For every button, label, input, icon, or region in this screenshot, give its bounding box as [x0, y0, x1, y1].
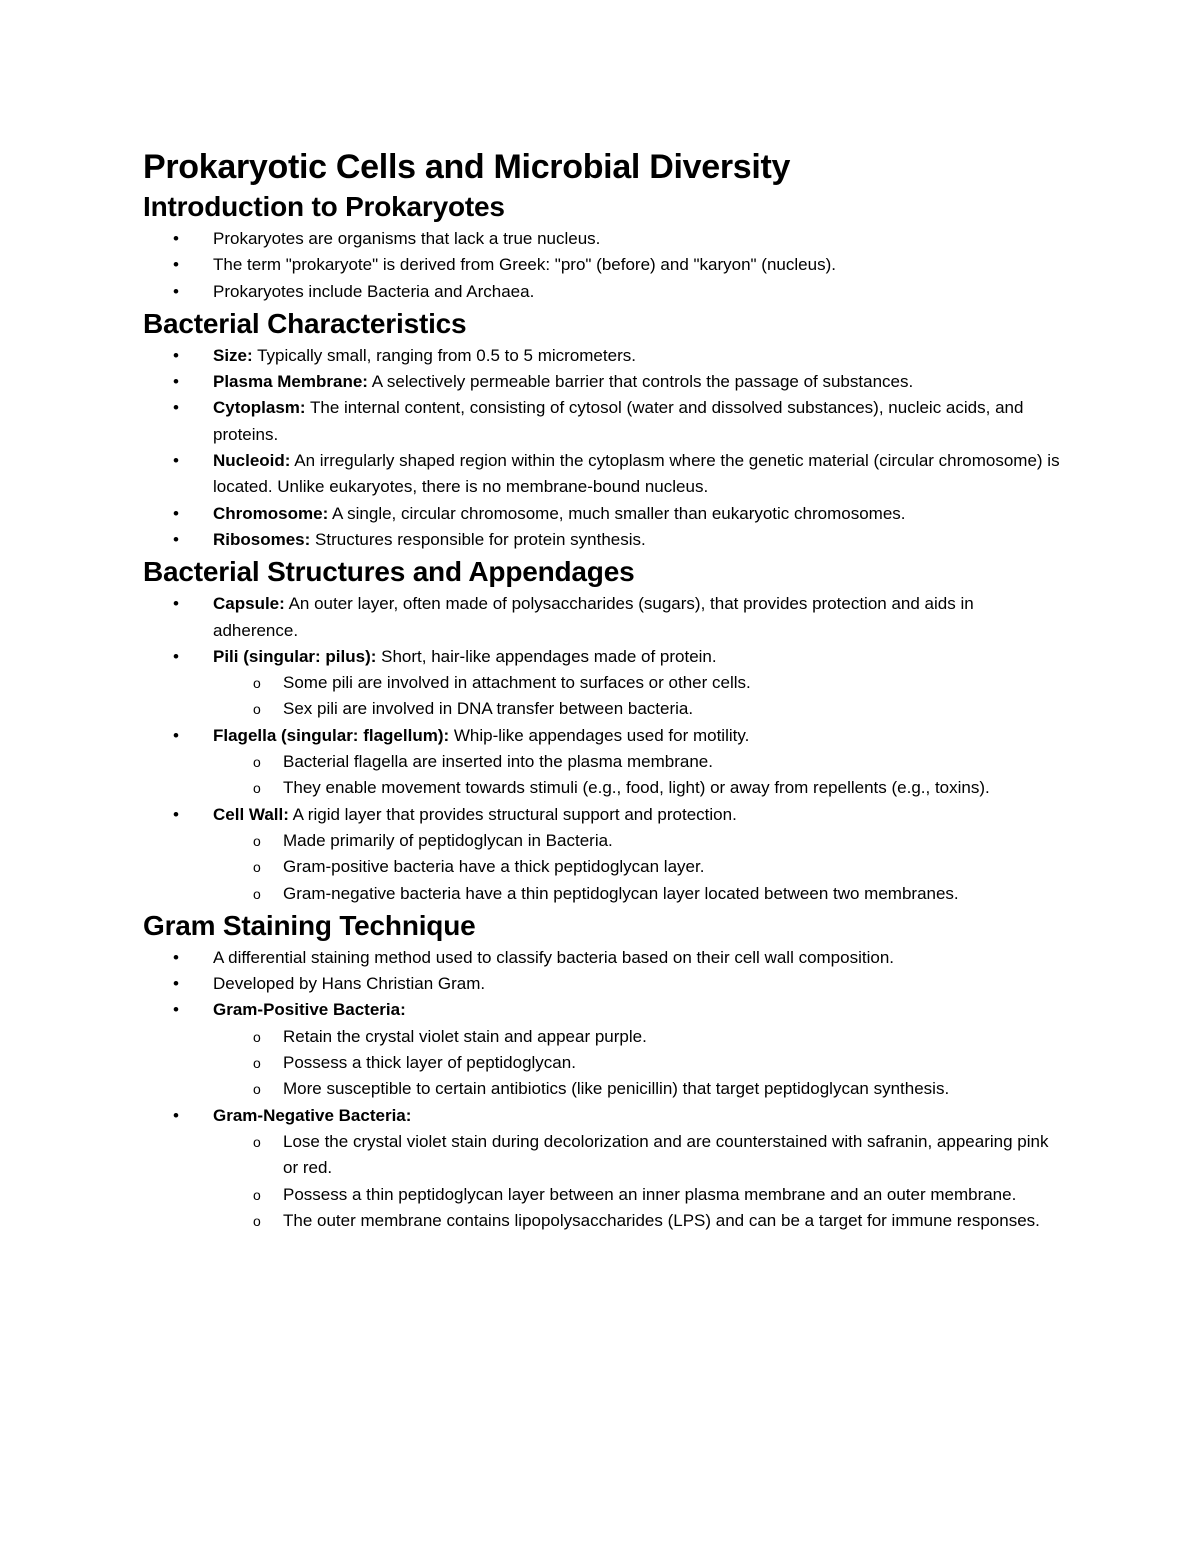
sub-list-item: o Possess a thin peptidoglycan layer between an inner plasma membrane and an outer membrane.: [143, 1182, 1063, 1208]
term-description: A selectively permeable barrier that controls the passage of substances.: [367, 372, 914, 392]
sub-list-item: o Made primarily of peptidoglycan in Bacteria.: [143, 828, 1063, 854]
list-item: [143, 802, 1063, 828]
list-item: [143, 1103, 1063, 1129]
term-label: Size:: [213, 345, 253, 365]
term-label: Chromosome:: [213, 503, 329, 523]
sub-list-item: o Gram-negative bacteria have a thin peptidoglycan layer located between two membranes.: [143, 881, 1063, 907]
term-description: A rigid layer that provides structural support and protection.: [288, 804, 737, 824]
list-item: • The term "prokaryote" is derived from Greek: "pro" (before) and "karyon" (nucleus).: [143, 252, 1063, 278]
document-page: [143, 146, 1063, 1234]
list-item: • A differential staining method used to classify bacteria based on their cell wall composition.: [143, 945, 1063, 971]
term-label: Capsule:: [213, 594, 285, 614]
heading-characteristics: Bacterial Characteristics: [143, 307, 467, 339]
sub-list-item: o Gram-positive bacteria have a thick peptidoglycan layer.: [143, 854, 1063, 880]
term-label: Cytoplasm:: [213, 398, 306, 418]
term-label: Nucleoid:: [213, 451, 291, 471]
list-item: • Developed by Hans Christian Gram.: [143, 971, 1063, 997]
sub-list-item: o Possess a thick layer of peptidoglycan.: [143, 1050, 1063, 1076]
list-item: [143, 997, 1063, 1023]
list-item: [143, 723, 1063, 749]
list-item: [143, 448, 1063, 501]
term-label: Pili (singular: pilus):: [213, 646, 377, 666]
characteristics-list: [143, 343, 1063, 553]
term-description: An irregularly shaped region within the cytoplasm where the genetic material (circular chromosome) is located. Unlike eukaryotes, there is no membrane-bound nucleus.: [213, 451, 1060, 497]
term-label: Plasma Membrane:: [213, 372, 368, 392]
term-label: Flagella (singular: flagellum):: [213, 725, 450, 745]
term-description: A single, circular chromosome, much smaller than eukaryotic chromosomes.: [328, 503, 906, 523]
sub-list-item: o They enable movement towards stimuli (e.g., food, light) or away from repellents (e.g., toxins).: [143, 775, 1063, 801]
heading-introduction: Introduction to Prokaryotes: [143, 191, 505, 222]
term-label: Ribosomes:: [213, 529, 311, 549]
sub-list-item: o Sex pili are involved in DNA transfer between bacteria.: [143, 696, 1063, 722]
term-description: An outer layer, often made of polysaccharides (sugars), that provides protection and aids in adherence.: [213, 594, 974, 640]
heading-gram-staining: Gram Staining Technique: [143, 909, 476, 941]
sub-list-item: o Some pili are involved in attachment to surfaces or other cells.: [143, 670, 1063, 696]
list-item: [143, 343, 1063, 369]
term-label: Cell Wall:: [213, 804, 289, 824]
structures-list: [143, 591, 1063, 907]
document-title: Prokaryotic Cells and Microbial Diversity: [143, 148, 791, 186]
sub-list-item: o The outer membrane contains lipopolysaccharides (LPS) and can be a target for immune responses.: [143, 1208, 1063, 1234]
list-item: [143, 644, 1063, 670]
term-description: Short, hair-like appendages made of protein.: [376, 646, 717, 666]
sub-list-item: o Bacterial flagella are inserted into the plasma membrane.: [143, 749, 1063, 775]
term-description: Whip-like appendages used for motility.: [449, 725, 750, 745]
heading-structures: Bacterial Structures and Appendages: [143, 556, 635, 588]
list-item: [143, 395, 1063, 448]
term-description: Typically small, ranging from 0.5 to 5 micrometers.: [252, 345, 636, 365]
term-description: The internal content, consisting of cytosol (water and dissolved substances), nucleic acids, and proteins.: [213, 398, 1024, 444]
gram-list: [143, 945, 1063, 1234]
list-item: [143, 527, 1063, 553]
list-item: [143, 591, 1063, 644]
sub-list-item: o Retain the crystal violet stain and appear purple.: [143, 1024, 1063, 1050]
list-item: [143, 501, 1063, 527]
term-label: Gram-Negative Bacteria:: [213, 1105, 412, 1125]
list-item: • Prokaryotes are organisms that lack a true nucleus.: [143, 226, 1063, 252]
sub-list-item: o Lose the crystal violet stain during decolorization and are counterstained with safranin, appearing pink or red.: [143, 1129, 1063, 1182]
list-item: • Prokaryotes include Bacteria and Archaea.: [143, 279, 1063, 305]
list-item: [143, 369, 1063, 395]
sub-list-item: o More susceptible to certain antibiotics (like penicillin) that target peptidoglycan synthesis.: [143, 1076, 1063, 1102]
term-description: Structures responsible for protein synthesis.: [310, 529, 646, 549]
term-label: Gram-Positive Bacteria:: [213, 1000, 406, 1020]
intro-list: [143, 226, 1063, 305]
